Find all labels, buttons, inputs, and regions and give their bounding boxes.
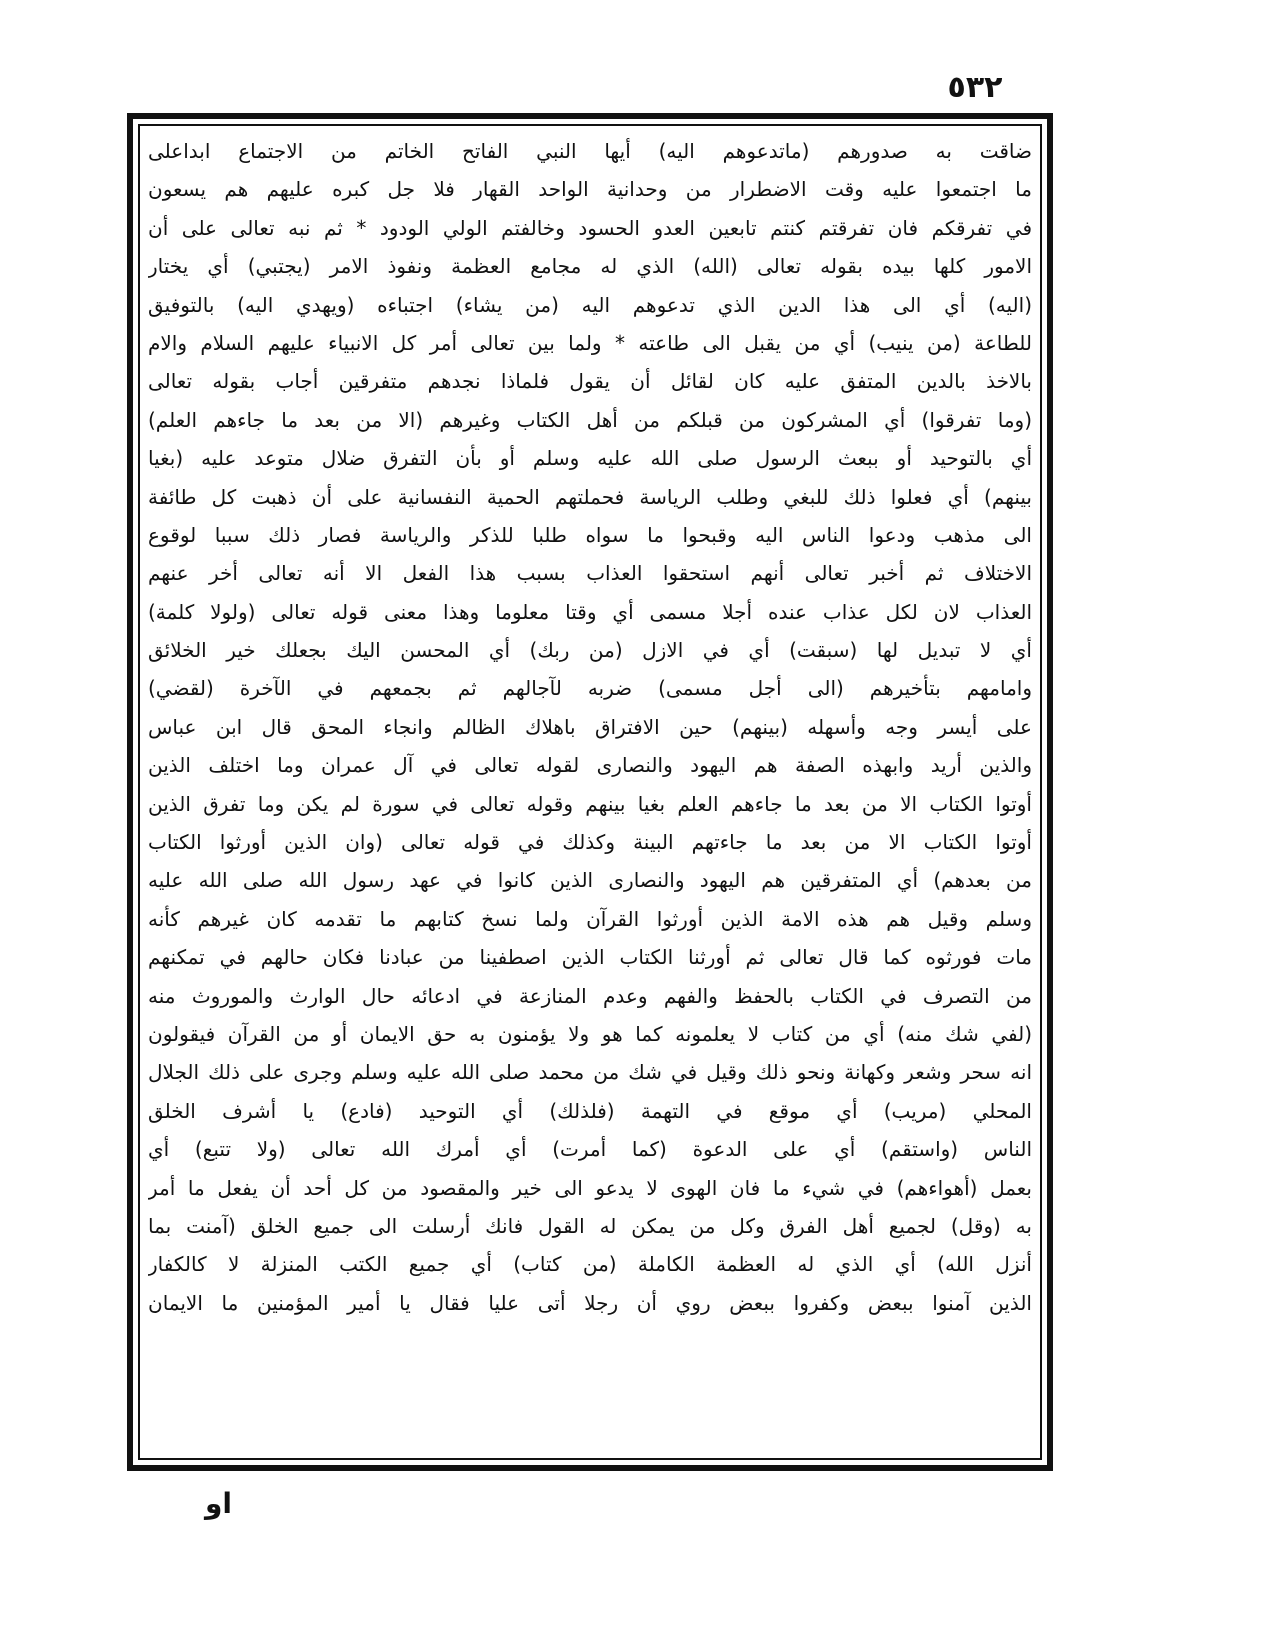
text-line: وسلم وقيل هم هذه الامة الذين أورثوا القرآن ولما نسخ كتابهم ما تقدمه كان غيرهم كأنه [148, 906, 1032, 931]
text-line: المحلي (مريب) أي موقع في التهمة (فلذلك) أي التوحيد (فادع) يا أشرف الخلق [148, 1098, 1032, 1123]
text-line: أنزل الله) أي الذي له العظمة الكاملة (من كتاب) أي جميع الكتب المنزلة لا كالكفار [148, 1252, 1032, 1277]
text-line: أوتوا الكتاب الا من بعد ما جاءتهم البينة وكذلك في قوله تعالى (وان الذين أورثوا الكتاب [148, 830, 1032, 855]
text-line: أي لا تبديل لها (سبقت) أي في الازل (من ربك) أي المحسن اليك بجعلك خير الخلائق [148, 638, 1032, 663]
text-line: بعمل (أهواءهم) في شيء ما فان الهوى لا يدعو الى خير والمقصود من كل أحد أن يفعل ما أمر [148, 1175, 1032, 1200]
text-line: الذين آمنوا ببعض وكفروا ببعض روي أن رجلا أتى عليا فقال يا أمير المؤمنين ما الايمان [148, 1290, 1032, 1315]
text-line: (وما تفرقوا) أي المشركون من قبلكم من أهل الكتاب وغيرهم (الا من بعد ما جاءهم العلم) [148, 407, 1032, 432]
text-line: الى مذهب ودعوا الناس اليه وقبحوا ما سواه طلبا للذكر والرياسة فصار ذلك سببا لوقوع [148, 522, 1032, 547]
text-line: للطاعة (من ينيب) أي من يقبل الى طاعته * ولما بين تعالى أمر كل الانبياء عليهم السلام والام [148, 330, 1032, 355]
text-line: (لفي شك منه) أي من كتاب لا يعلمونه كما هو ولا يؤمنون به حق الايمان أو من القرآن فيقولون [148, 1021, 1032, 1046]
text-line: (اليه) أي الى هذا الدين الذي تدعوهم اليه (من يشاء) اجتباءه (ويهدي اليه) بالتوفيق [148, 292, 1032, 317]
text-line: انه سحر وشعر وكهانة ونحو ذلك وقيل في شك من محمد صلى الله عليه وسلم وجرى على ذلك الجلال [148, 1060, 1032, 1085]
text-body [148, 132, 1032, 1452]
text-line: على أيسر وجه وأسهله (بينهم) حين الافتراق باهلاك الظالم وانجاء المحق قال ابن عباس [148, 714, 1032, 739]
text-line: الاختلاف ثم أخبر تعالى أنهم استحقوا العذاب بسبب هذا الفعل الا أنه تعالى أخر عنهم [148, 561, 1032, 586]
text-line: والذين أريد وابهذه الصفة هم اليهود والنصارى لقوله تعالى في آل عمران وما اختلف الذين [148, 753, 1032, 778]
text-line: ما اجتمعوا عليه وقت الاضطرار من وحدانية الواحد القهار فلا جل كبره عليهم هم يسعون [148, 177, 1032, 202]
text-line: ضاقت به صدورهم (ماتدعوهم اليه) أيها النبي الفاتح الخاتم من الاجتماع ابداعلى [148, 139, 1032, 163]
text-line: العذاب لان لكل عذاب عنده أجلا مسمى أي وقتا معلوما وهذا معنى قوله تعالى (ولولا كلمة) [148, 599, 1032, 624]
text-line: من التصرف في الكتاب بالحفظ والفهم وعدم المنازعة في ادعائه حال الوارث والموروث منه [148, 983, 1032, 1008]
text-line: الامور كلها بيده بقوله تعالى (الله) الذي له مجامع العظمة ونفوذ الامر (يجتبي) أي يختار [148, 254, 1032, 279]
text-line: الناس (واستقم) أي على الدعوة (كما أمرت) أي أمرك الله تعالى (ولا تتبع) أي [148, 1137, 1032, 1162]
text-line: به (وقل) لجميع أهل الفرق وكل من يمكن له القول فانك أرسلت الى جميع الخلق (آمنت بما [148, 1213, 1032, 1238]
text-line: بالاخذ بالدين المتفق عليه كان لقائل أن يقول فلماذا نجدهم متفرقين أجاب بقوله تعالى [148, 369, 1032, 394]
text-line: من بعدهم) أي المتفرقين هم اليهود والنصارى الذين كانوا في عهد رسول الله صلى الله عليه [148, 868, 1032, 893]
text-line: وامامهم بتأخيرهم (الى أجل مسمى) ضربه لآجالهم ثم بجمعهم في الآخرة (لقضي) [148, 676, 1032, 701]
catchword: او [205, 1487, 233, 1520]
text-line: أوتوا الكتاب الا من بعد ما جاءهم العلم بغيا بينهم وقوله تعالى في سورة لم يكن وما تفرق الذين [148, 791, 1032, 816]
text-line: أي بالتوحيد أو ببعث الرسول صلى الله عليه وسلم أو بأن التفرق ضلال متوعد عليه (بغيا [148, 446, 1032, 471]
text-line: مات فورثوه كما قال تعالى ثم أورثنا الكتاب الذين اصطفينا من عبادنا فكان حالهم في تمكنهم [148, 945, 1032, 970]
text-line: بينهم) أي فعلوا ذلك للبغي وطلب الرياسة فحملتهم الحمية النفسانية على أن ذهبت كل طائفة [148, 484, 1032, 509]
text-line: في تفرقكم فان تفرقتم كنتم تابعين العدو الحسود وخالفتم الولي الودود * ثم نبه تعالى على أن [148, 215, 1032, 240]
page-number: ٥٣٢ [947, 70, 1003, 105]
